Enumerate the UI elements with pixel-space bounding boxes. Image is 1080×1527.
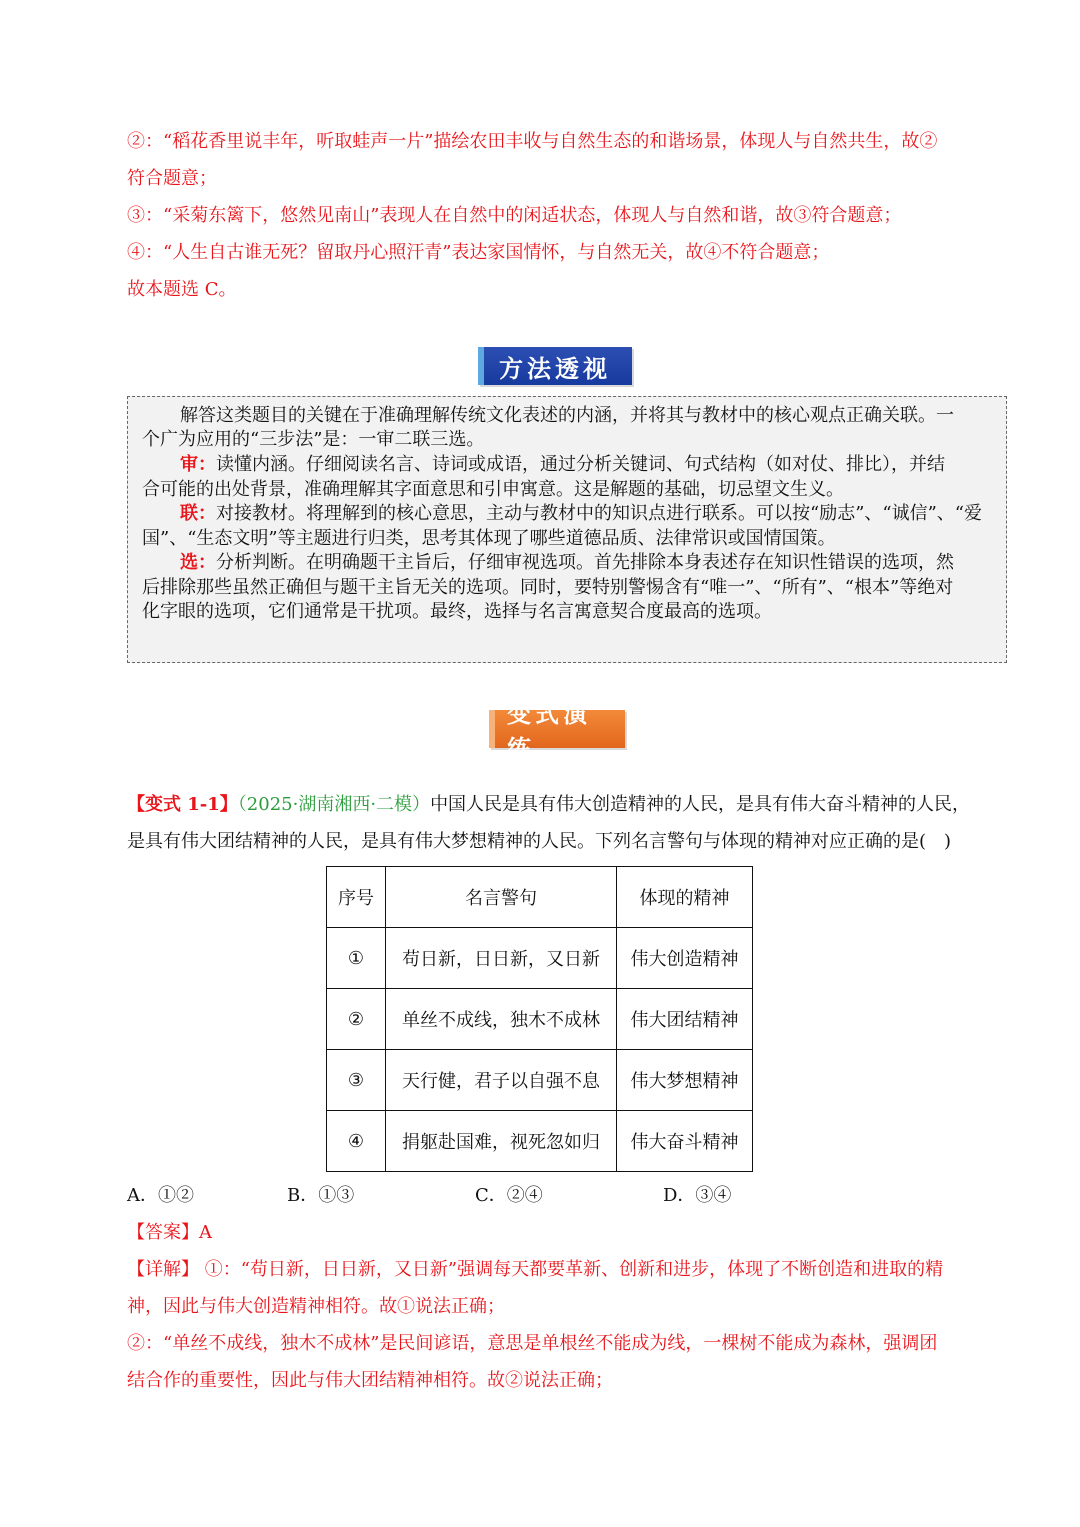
table-header-row xyxy=(327,867,753,928)
table-row xyxy=(327,1111,753,1172)
method-step1-a xyxy=(180,453,945,477)
step2-label: 联： xyxy=(180,503,216,524)
analysis-line-2a: ②：“稻花香里说丰年，听取蛙声一片”描绘农田丰收与自然生态的和谐场景，体现人与自然共生，故② xyxy=(127,131,938,152)
detail-text-1a: ①：“苟日新，日日新，又日新”强调每天都要革新、创新和进步，体现了不断创造和进取的精 xyxy=(204,1259,944,1280)
step2-text: 对接教材。将理解到的核心意思，主动与教材中的知识点进行联系。可以按“励志”、“诚信”、“爱 xyxy=(216,503,983,524)
practice-banner-label: 变式演练 xyxy=(507,700,591,763)
analysis-line-3: ③：“采菊东篱下，悠然见南山”表现人在自然中的闲适状态，体现人与自然和谐，故③符合题意； xyxy=(127,205,902,226)
step1-text: 读懂内涵。仔细阅读名言、诗词或成语，通过分析关键词、句式结构（如对仗、排比），并结 xyxy=(216,454,945,475)
table-cell-spirit: 伟大梦想精神 xyxy=(617,1050,753,1111)
table-cell-quote: 苟日新，日日新，又日新 xyxy=(386,928,617,989)
method-step2-a xyxy=(180,502,982,526)
header-cell-quote: 名言警句 xyxy=(386,867,617,928)
table-cell-quote: 捐躯赴国难，视死忽如归 xyxy=(386,1111,617,1172)
step1-label: 审： xyxy=(180,454,216,475)
question-tag: 【变式 1-1】 xyxy=(127,794,238,815)
method-step3-b: 后排除那些虽然正确但与题干主旨无关的选项。同时，要特别警惕含有“唯一”、“所有”、“根本”等绝对 xyxy=(142,577,954,598)
method-intro-b: 个广为应用的“三步法”是：一审二联三选。 xyxy=(142,429,485,450)
option-d: D．③④ xyxy=(663,1185,732,1206)
table-cell-index: ④ xyxy=(327,1111,386,1172)
practice-banner xyxy=(489,700,625,763)
table-cell-spirit: 伟大创造精神 xyxy=(617,928,753,989)
question-source: （2025·湖南湘西·二模） xyxy=(237,794,431,815)
step3-text: 分析判断。在明确题干主旨后，仔细审视选项。首先排除本身表述存在知识性错误的选项，然 xyxy=(216,552,954,573)
method-banner-label: 方法透视 xyxy=(499,354,611,383)
question-stem-text: 中国人民是具有伟大创造精神的人民，是具有伟大奋斗精神的人民， xyxy=(430,794,971,815)
table-cell-index: ③ xyxy=(327,1050,386,1111)
question-stem-a xyxy=(127,793,997,817)
detail-line-2b: 结合作的重要性，因此与伟大团结精神相符。故②说法正确； xyxy=(127,1370,613,1391)
step3-label: 选： xyxy=(180,552,216,573)
table-cell-spirit: 伟大团结精神 xyxy=(617,989,753,1050)
option-a: A．①② xyxy=(127,1185,194,1206)
method-step1-b: 合可能的出处背景，准确理解其字面意思和引申寓意。这是解题的基础，切忌望文生义。 xyxy=(142,479,844,500)
analysis-line-4: ④：“人生自古谁无死？留取丹心照汗青”表达家国情怀，与自然无关，故④不符合题意； xyxy=(127,242,830,263)
table-cell-spirit: 伟大奋斗精神 xyxy=(617,1111,753,1172)
analysis-conclusion: 故本题选 C。 xyxy=(127,279,237,300)
table-cell-quote: 单丝不成线，独木不成林 xyxy=(386,989,617,1050)
header-cell-index: 序号 xyxy=(327,867,386,928)
analysis-line-2b: 符合题意； xyxy=(127,168,217,189)
method-step3-a xyxy=(180,551,954,575)
table-cell-index: ① xyxy=(327,928,386,989)
question-stem-b: 是具有伟大团结精神的人民，是具有伟大梦想精神的人民。下列名言警句与体现的精神对应正确的是( ) xyxy=(127,831,952,852)
table-row xyxy=(327,989,753,1050)
option-c: C．②④ xyxy=(475,1185,543,1206)
detail-line-2a: ②：“单丝不成线，独木不成林”是民间谚语，意思是单根丝不能成为线，一棵树不能成为森林，强调团 xyxy=(127,1333,938,1354)
method-intro-a: 解答这类题目的关键在于准确理解传统文化表述的内涵，并将其与教材中的核心观点正确关联。一 xyxy=(180,405,954,426)
answer-line: 【答案】A xyxy=(127,1222,212,1243)
method-step3-c: 化字眼的选项，它们通常是干扰项。最终，选择与名言寓意契合度最高的选项。 xyxy=(142,601,772,622)
method-banner xyxy=(478,347,632,385)
header-cell-spirit: 体现的精神 xyxy=(617,867,753,928)
table-row xyxy=(327,928,753,989)
table-cell-index: ② xyxy=(327,989,386,1050)
quotes-table xyxy=(326,866,753,1172)
table-row xyxy=(327,1050,753,1111)
table-cell-quote: 天行健，君子以自强不息 xyxy=(386,1050,617,1111)
detail-line-1b: 神，因此与伟大创造精神相符。故①说法正确； xyxy=(127,1296,505,1317)
detail-tag: 【详解】 xyxy=(127,1259,199,1280)
option-b: B．①③ xyxy=(287,1185,355,1206)
detail-line-1a xyxy=(127,1258,997,1282)
method-step2-b: 国”、“生态文明”等主题进行归类，思考其体现了哪些道德品质、法律常识或国情国策。 xyxy=(142,528,836,549)
